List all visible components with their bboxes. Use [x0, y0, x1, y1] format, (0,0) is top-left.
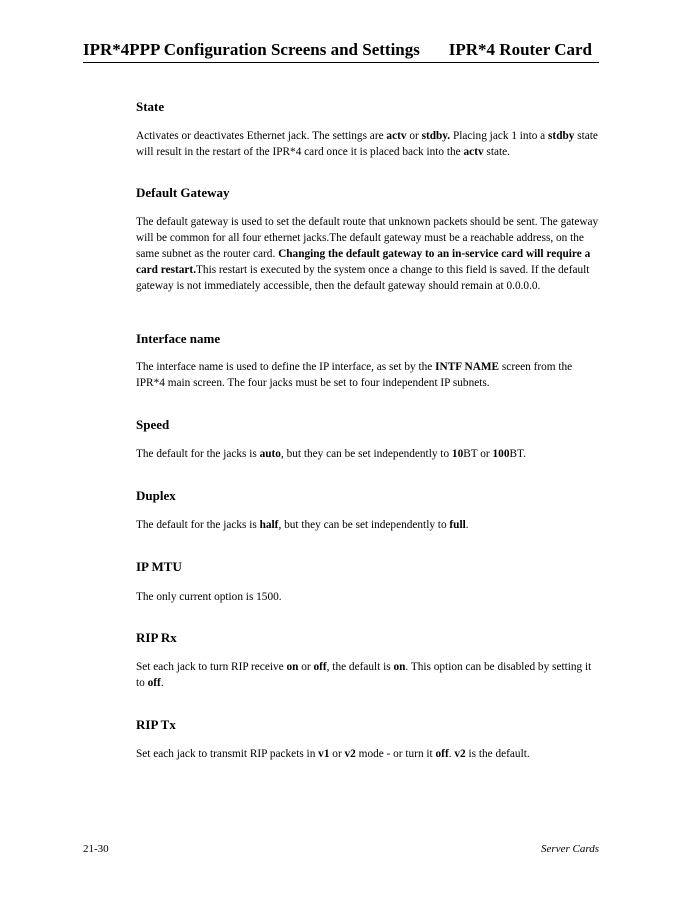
- header-title-left: IPR*4PPP Configuration Screens and Settings: [83, 40, 420, 59]
- section-title-rip-rx: RIP Rx: [136, 630, 177, 645]
- section-body-speed: The default for the jacks is auto, but they can be set independently to 10BT or 100BT.: [136, 448, 526, 460]
- section-title-ip-mtu: IP MTU: [136, 559, 182, 574]
- section-body-default-gateway: The default gateway is used to set the default route that unknown packets should be sent. The gateway will be common for all four ethernet jacks.The default gateway must be a reachable address, on the same subnet as the router card. Changing the default gateway to an in-service card will require a card restart.This restart is executed by the system once a change to this field is saved. If the default gateway is not immediately accessible, then the default gateway should remain at 0.0.0.0.: [136, 216, 599, 292]
- page-number: 21-30: [83, 843, 109, 855]
- section-title-rip-tx: RIP Tx: [136, 717, 176, 732]
- chapter-name: Server Cards: [541, 843, 599, 855]
- section-body-state: Activates or deactivates Ethernet jack. The settings are actv or stdby. Placing jack 1 into a stdby state will result in the restart of the IPR*4 card once it is placed back into the actv state.: [136, 130, 598, 158]
- page-header: [83, 38, 599, 63]
- section-body-rip-tx: Set each jack to transmit RIP packets in v1 or v2 mode - or turn it off. v2 is the default.: [136, 748, 530, 760]
- header-title-right: IPR*4 Router Card: [448, 40, 592, 59]
- section-body-interface-name: The interface name is used to define the IP interface, as set by the INTF NAME screen from the IPR*4 main screen. The four jacks must be set to four independent IP subnets.: [136, 361, 573, 389]
- section-title-speed: Speed: [136, 417, 170, 432]
- section-body-rip-rx: Set each jack to turn RIP receive on or off, the default is on. This option can be disabled by setting it to off.: [136, 661, 592, 689]
- section-title-default-gateway: Default Gateway: [136, 185, 230, 200]
- section-body-ip-mtu: The only current option is 1500.: [136, 591, 282, 603]
- section-title-duplex: Duplex: [136, 488, 176, 503]
- section-title-state: State: [136, 99, 165, 114]
- section-body-duplex: The default for the jacks is half, but they can be set independently to full.: [136, 519, 469, 531]
- section-title-interface-name: Interface name: [136, 331, 221, 346]
